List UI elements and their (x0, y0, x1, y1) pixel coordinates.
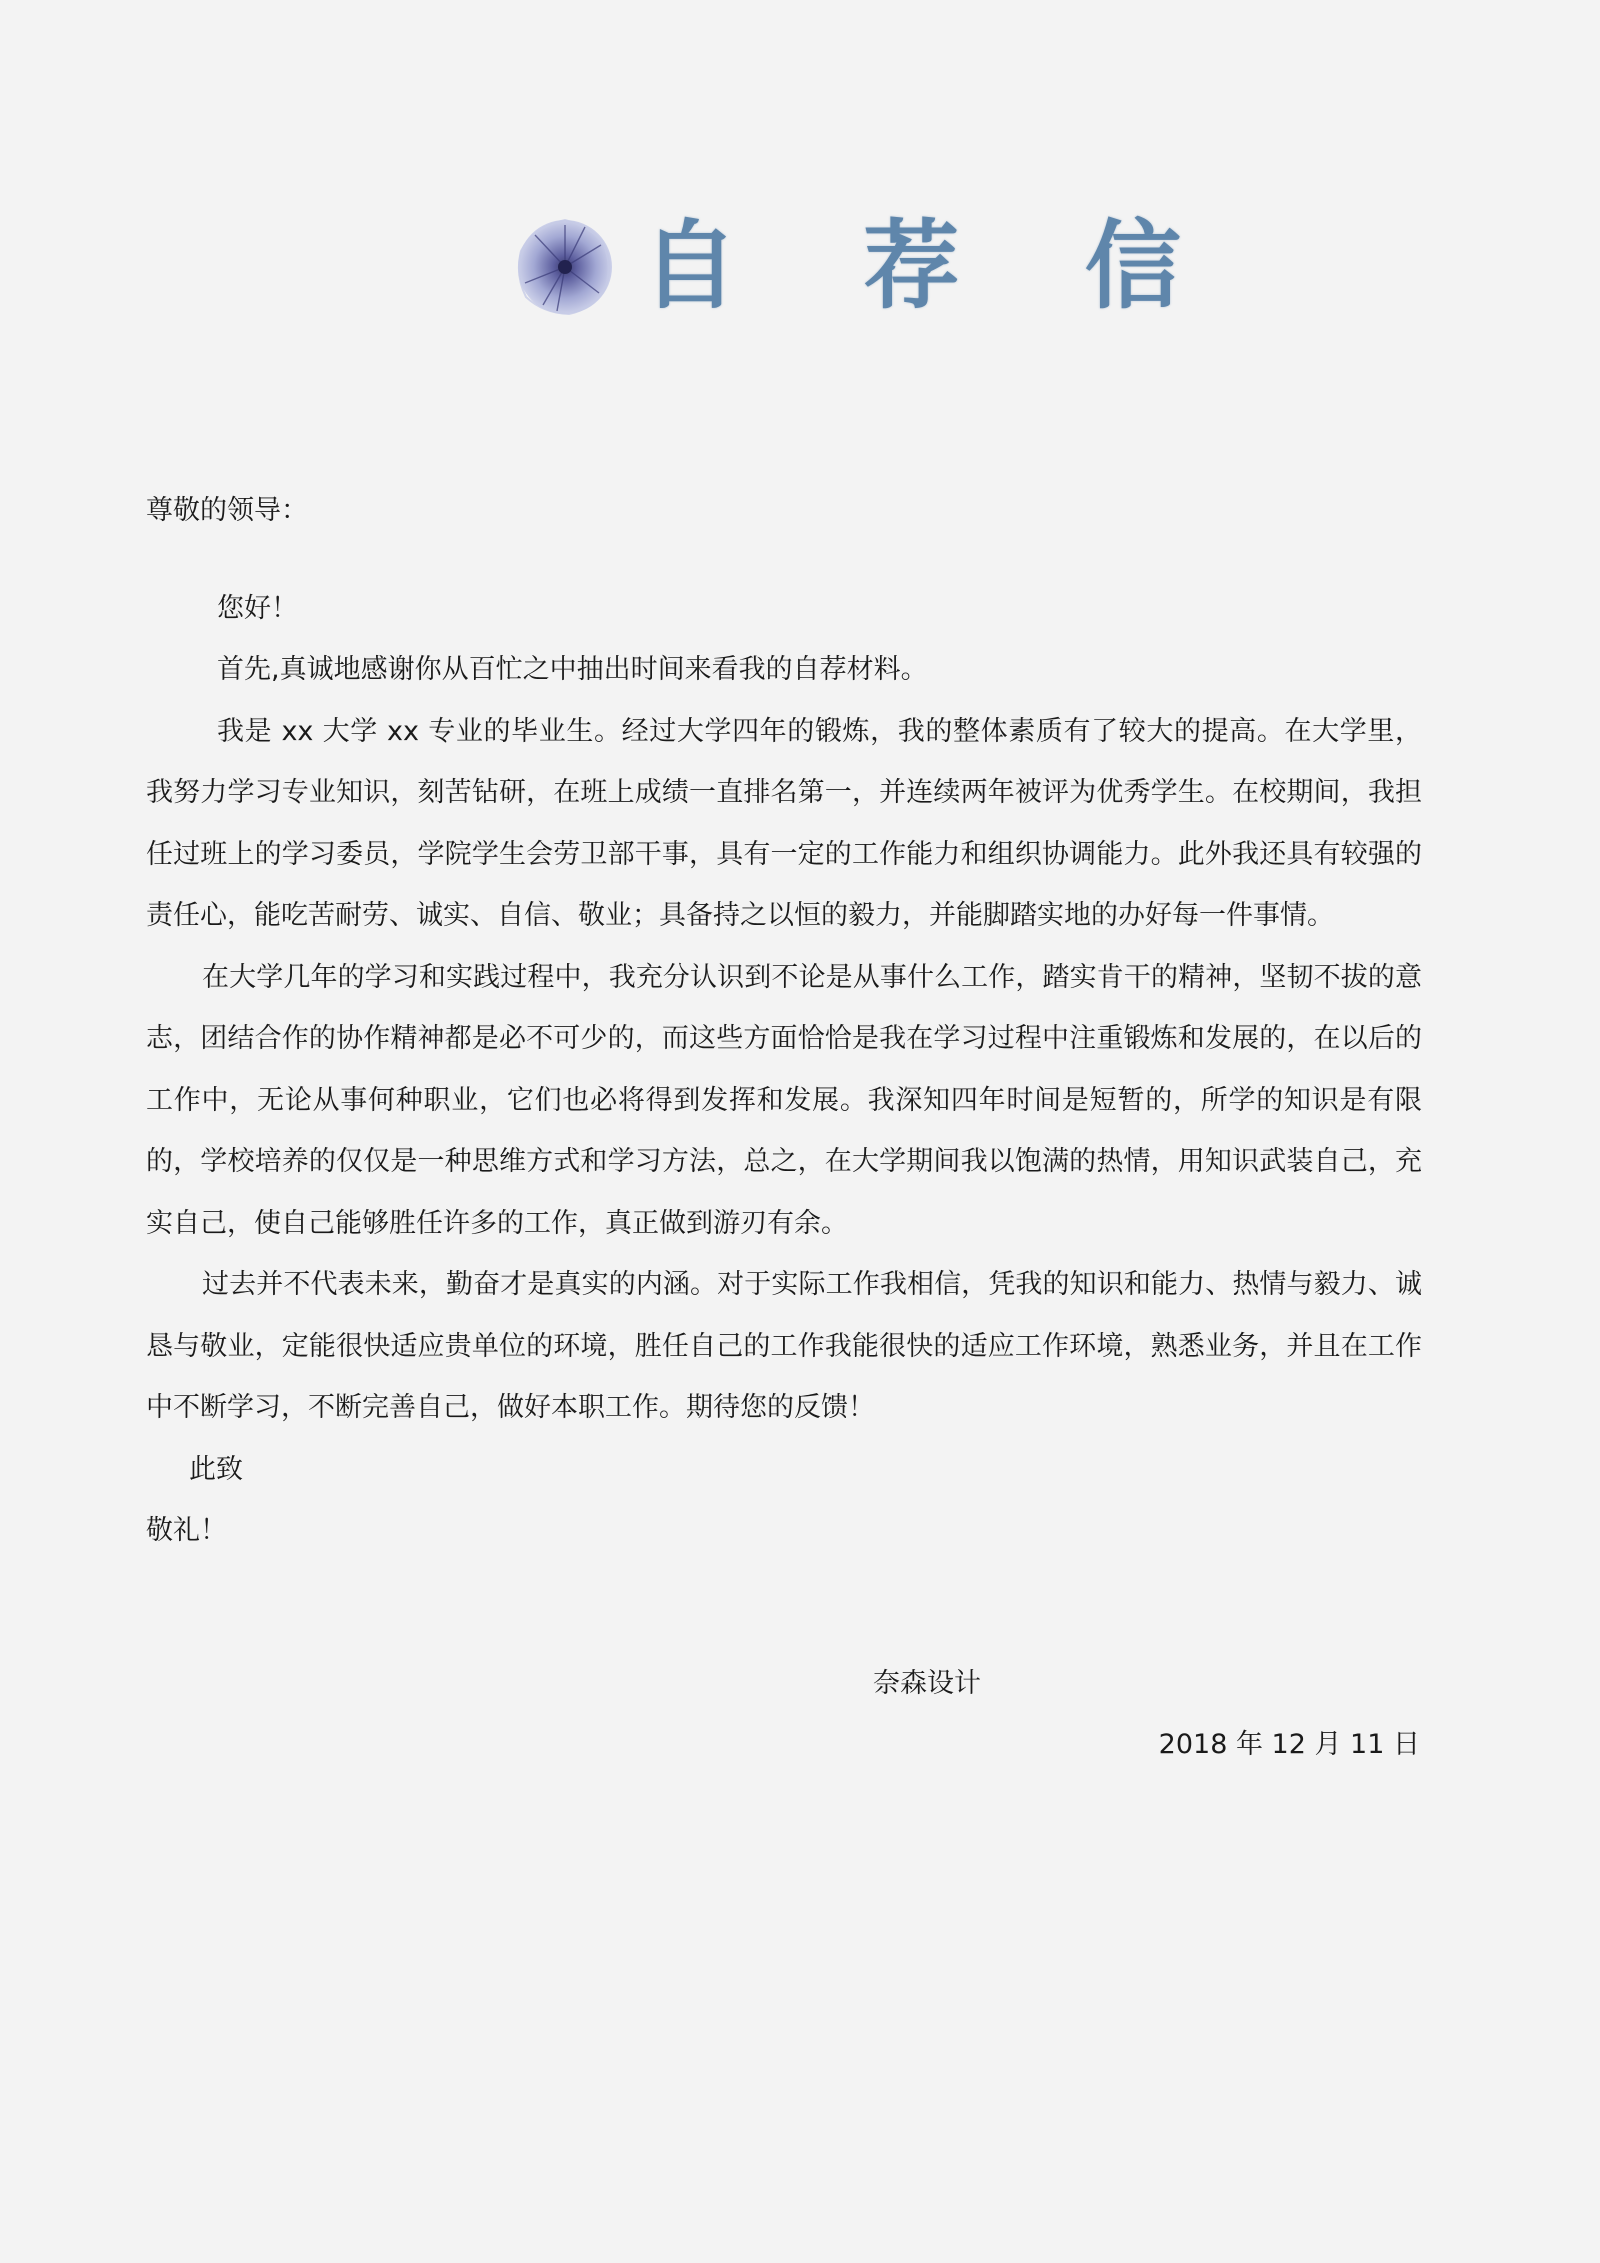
paragraph: 过去并不代表未来，勤奋才是真实的内涵。对于实际工作我相信，凭我的知识和能力、热情与毅力、诚恳与敬业，定能很快适应贵单位的环境，胜任自己的工作我能很快的适应工作环境，熟悉业务，并且在工作中不断学习，不断完善自己，做好本职工作。期待您的反馈！ (146, 1269, 1422, 1423)
page-title: 自 荐 信 (642, 209, 1227, 322)
closing-line: 此致 (189, 1453, 243, 1485)
closing-line: 敬礼！ (146, 1515, 227, 1546)
letter-date: 2018 年 12 月 11 日 (1158, 1729, 1420, 1760)
letter-body (146, 480, 1422, 1562)
greeting: 您好！ (217, 592, 298, 624)
letter-header (512, 209, 1227, 350)
paragraph: 在大学几年的学习和实践过程中，我充分认识到不论是从事什么工作，踏实肯干的精神，坚韧不拔的意志，团结合作的协作精神都是必不可少的，而这些方面恰恰是我在学习过程中注重锻炼和发展的，在以后的工作中，无论从事何种职业，它们也必将得到发挥和发展。我深知四年时间是短暂的，所学的知识是有限的，学校培养的仅仅是一种思维方式和学习方法，总之，在大学期间我以饱满的热情，用知识武装自己，充实自己，使自己能够胜任许多的工作，真正做到游刃有余。 (146, 961, 1422, 1239)
petunia-flower-icon (512, 214, 618, 320)
paragraph: 我是 xx 大学 xx 专业的毕业生。经过大学四年的锻炼，我的整体素质有了较大的提高。在大学里，我努力学习专业知识，刻苦钻研，在班上成绩一直排名第一，并连续两年被评为优秀学生。在校期间，我担任过班上的学习委员，学院学生会劳卫部干事，具有一定的工作能力和组织协调能力。此外我还具有较强的责任心，能吃苦耐劳、诚实、自信、敬业；具备持之以恒的毅力，并能脚踏实地的办好每一件事情。 (146, 715, 1422, 931)
paragraph: 首先,真诚地感谢你从百忙之中抽出时间来看我的自荐材料。 (217, 654, 928, 685)
salutation: 尊敬的领导： (146, 495, 308, 526)
signature: 奈森设计 (873, 1668, 981, 1699)
